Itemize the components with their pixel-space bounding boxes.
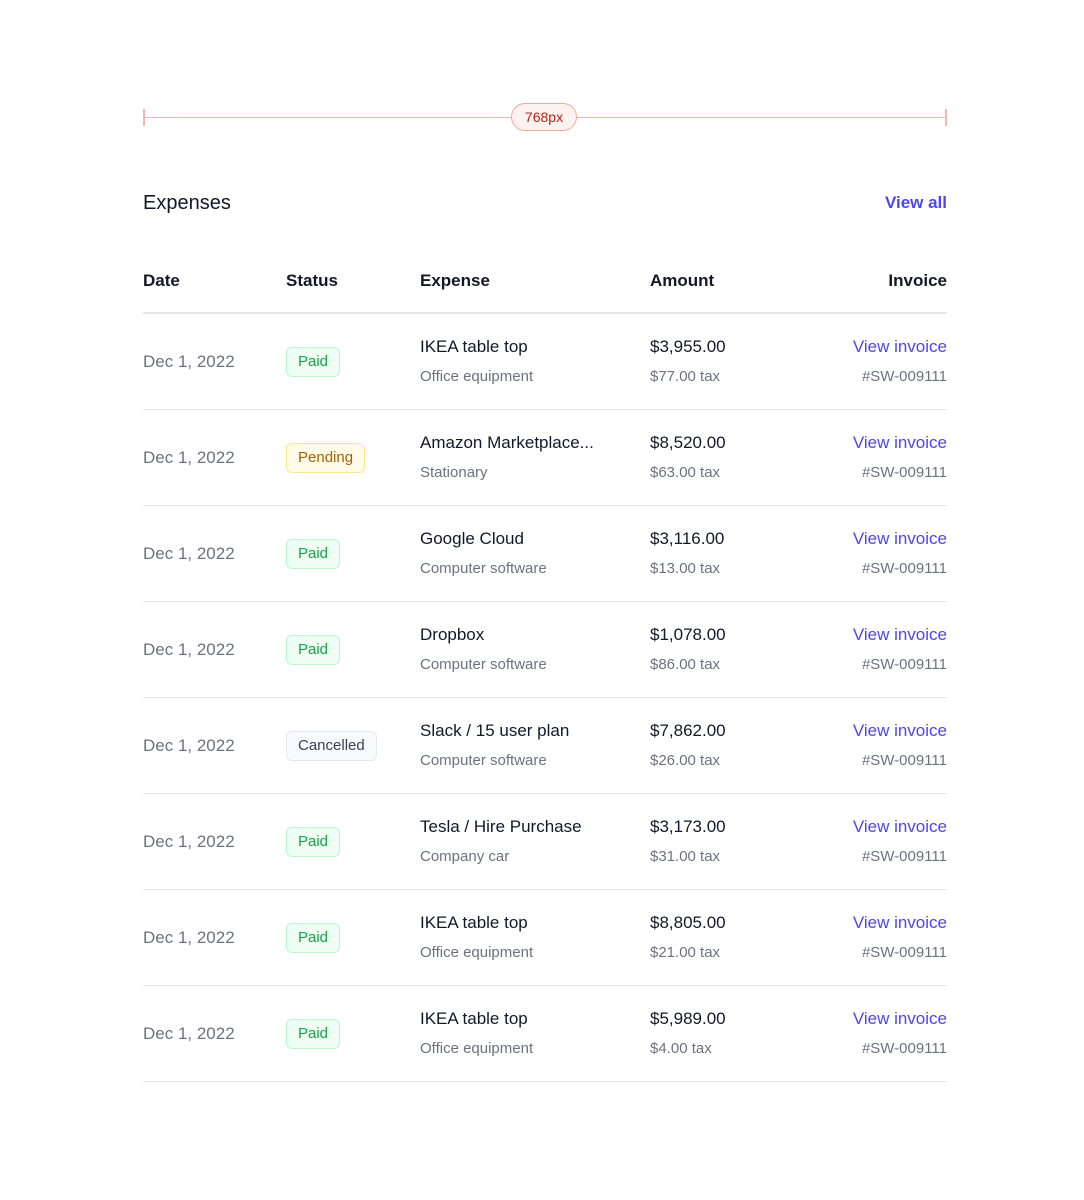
expense-date: Dec 1, 2022 (143, 736, 235, 755)
view-invoice-link[interactable]: View invoice (852, 913, 947, 932)
expense-name: IKEA table top (420, 1009, 528, 1028)
table-row (143, 698, 947, 794)
amount-cell (650, 816, 800, 867)
amount-cell (650, 912, 800, 963)
ruler-label: 768px (511, 103, 577, 131)
width-ruler (143, 103, 947, 133)
table-body (143, 314, 947, 1082)
expense-tax: $31.00 tax (650, 848, 721, 865)
expense-date: Dec 1, 2022 (143, 832, 235, 851)
amount-cell (650, 336, 800, 387)
expense-amount: $5,989.00 (650, 1009, 726, 1028)
expense-cell (420, 528, 620, 579)
invoice-cell (797, 528, 947, 579)
ruler-tick-right (945, 109, 947, 126)
expenses-table (143, 262, 947, 1082)
invoice-cell (797, 1008, 947, 1059)
status-badge: Paid (286, 827, 340, 857)
amount-cell (650, 432, 800, 483)
expense-tax: $86.00 tax (650, 656, 721, 673)
table-row (143, 506, 947, 602)
expense-name: Slack / 15 user plan (420, 721, 570, 740)
status-badge: Paid (286, 635, 340, 665)
view-invoice-link[interactable]: View invoice (852, 337, 947, 356)
invoice-id: #SW-009111 (861, 656, 947, 673)
table-row (143, 986, 947, 1082)
expense-category: Office equipment (420, 944, 534, 961)
view-invoice-link[interactable]: View invoice (852, 625, 947, 644)
table-row (143, 410, 947, 506)
table-row (143, 314, 947, 410)
expense-cell (420, 432, 620, 483)
expense-amount: $8,805.00 (650, 913, 726, 932)
expense-amount: $1,078.00 (650, 625, 726, 644)
invoice-cell (797, 912, 947, 963)
expense-name: IKEA table top (420, 913, 528, 932)
column-header-expense[interactable]: Expense (420, 271, 490, 290)
table-row (143, 890, 947, 986)
expense-date: Dec 1, 2022 (143, 448, 235, 467)
expense-name: IKEA table top (420, 337, 528, 356)
expense-category: Office equipment (420, 1040, 534, 1057)
invoice-id: #SW-009111 (861, 368, 947, 385)
expense-tax: $4.00 tax (650, 1040, 712, 1057)
column-header-invoice[interactable]: Invoice (888, 271, 947, 290)
invoice-cell (797, 432, 947, 483)
expense-category: Computer software (420, 752, 547, 769)
status-badge: Cancelled (286, 731, 377, 761)
page-title: Expenses (143, 192, 231, 214)
invoice-cell (797, 624, 947, 675)
expense-date: Dec 1, 2022 (143, 928, 235, 947)
view-invoice-link[interactable]: View invoice (852, 817, 947, 836)
expense-name: Dropbox (420, 625, 485, 644)
expense-category: Computer software (420, 560, 547, 577)
expense-amount: $3,955.00 (650, 337, 726, 356)
view-invoice-link[interactable]: View invoice (852, 1009, 947, 1028)
column-header-amount[interactable]: Amount (650, 271, 715, 290)
expense-tax: $77.00 tax (650, 368, 721, 385)
ruler-tick-left (143, 109, 145, 126)
amount-cell (650, 1008, 800, 1059)
expense-cell (420, 1008, 620, 1059)
table-row (143, 602, 947, 698)
expense-category: Stationary (420, 464, 488, 481)
table-header (143, 262, 947, 314)
status-badge: Paid (286, 347, 340, 377)
column-header-date[interactable]: Date (143, 271, 180, 290)
expense-name: Google Cloud (420, 529, 524, 548)
expense-category: Company car (420, 848, 510, 865)
status-badge: Pending (286, 443, 365, 473)
expense-category: Office equipment (420, 368, 534, 385)
invoice-id: #SW-009111 (861, 1040, 947, 1057)
view-invoice-link[interactable]: View invoice (852, 721, 947, 740)
expense-category: Computer software (420, 656, 547, 673)
invoice-id: #SW-009111 (861, 560, 947, 577)
section-header (143, 190, 947, 220)
status-badge: Paid (286, 923, 340, 953)
expense-tax: $63.00 tax (650, 464, 721, 481)
expense-amount: $8,520.00 (650, 433, 726, 452)
view-invoice-link[interactable]: View invoice (852, 529, 947, 548)
expense-tax: $21.00 tax (650, 944, 721, 961)
invoice-cell (797, 336, 947, 387)
expense-tax: $26.00 tax (650, 752, 721, 769)
expense-cell (420, 912, 620, 963)
expense-cell (420, 624, 620, 675)
invoice-cell (797, 720, 947, 771)
amount-cell (650, 720, 800, 771)
expense-amount: $3,116.00 (650, 529, 725, 548)
expense-amount: $3,173.00 (650, 817, 726, 836)
view-invoice-link[interactable]: View invoice (852, 433, 947, 452)
expense-date: Dec 1, 2022 (143, 352, 235, 371)
expense-cell (420, 816, 620, 867)
amount-cell (650, 528, 800, 579)
invoice-id: #SW-009111 (861, 752, 947, 769)
status-badge: Paid (286, 539, 340, 569)
expense-date: Dec 1, 2022 (143, 640, 235, 659)
expense-date: Dec 1, 2022 (143, 544, 235, 563)
amount-cell (650, 624, 800, 675)
expense-amount: $7,862.00 (650, 721, 726, 740)
invoice-id: #SW-009111 (861, 848, 947, 865)
table-row (143, 794, 947, 890)
expense-name: Amazon Marketplace... (420, 433, 594, 452)
expense-name: Tesla / Hire Purchase (420, 817, 582, 836)
invoice-cell (797, 816, 947, 867)
invoice-id: #SW-009111 (861, 464, 947, 481)
status-badge: Paid (286, 1019, 340, 1049)
expense-tax: $13.00 tax (650, 560, 721, 577)
view-all-link[interactable]: View all (884, 193, 947, 212)
expense-cell (420, 336, 620, 387)
column-header-status[interactable]: Status (286, 271, 338, 290)
invoice-id: #SW-009111 (861, 944, 947, 961)
expense-cell (420, 720, 620, 771)
expense-date: Dec 1, 2022 (143, 1024, 235, 1043)
